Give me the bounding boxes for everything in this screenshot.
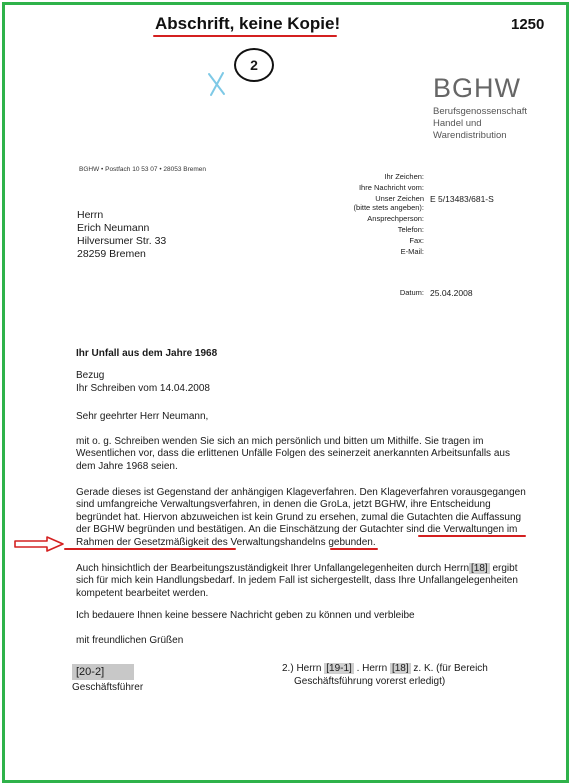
cc-note: 2.) Herrn [19-1] . Herrn [18] z. K. (für Bereich Geschäftsführung vorerst erledigt) (282, 663, 488, 687)
redaction-box: [18] (471, 562, 488, 574)
letter-subject: Ihr Unfall aus dem Jahre 1968 (76, 348, 218, 359)
copy-stamp-heading: Abschrift, keine Kopie! (155, 14, 341, 33)
recipient-name: Erich Neumann (77, 222, 150, 234)
cc-redaction-1: [19-1] (326, 663, 352, 674)
sender-line: BGHW • Postfach 10 53 07 • 28053 Bremen (79, 166, 207, 173)
letter-body (76, 370, 531, 658)
closing: mit freundlichen Grüßen (76, 634, 184, 646)
recipient-street: Hilversumer Str. 33 (77, 235, 167, 247)
paragraph-2: Gerade dieses ist Gegenstand der anhängigen Klageverfahren. Den Klageverfahren vorausgegangen sind umfangreiche Verwaltungsverfahren, in denen die GroLa, jetzt BGHW, ihre Entscheidung begründet hat. Hiervon abzuweichen ist kein Grund zu ersehen, zumal die Gutachten die Auffassung der BGHW begründen und bestätigen. An die Einschätzung der Gutachter sind die Verwaltungen im Rahmen der Gesetzmäßigkeit des Verwaltungshandelns gebunden. (76, 486, 526, 548)
red-underline-3 (330, 548, 378, 550)
logo-subtitle: Berufsgenossenschaft Handel und Warendistribution (433, 106, 528, 141)
letter-date: Datum: 25.04.2008 (399, 288, 473, 298)
file-reference: E 5/13483/681-S (430, 194, 494, 204)
signature-role: Geschäftsführer (72, 682, 144, 693)
circled-number: 2 (234, 48, 274, 82)
red-underline-1 (418, 535, 526, 537)
bezug-text: Ihr Schreiben vom 14.04.2008 (76, 382, 210, 394)
document-number: 1250 (511, 16, 545, 33)
recipient-address (77, 209, 166, 261)
red-arrow-icon (13, 535, 65, 553)
heading-underline (153, 35, 337, 37)
recipient-city: 28259 Bremen (77, 248, 146, 260)
signature-block (72, 664, 143, 693)
greeting: Sehr geehrter Herr Neumann, (76, 411, 209, 423)
red-underline-2 (64, 548, 236, 550)
paragraph-3: Auch hinsichtlich der Bearbeitungszuständigkeit Ihrer Unfallangelegenheiten durch Herrn [18] ergibt sich für mich kein Handlungsbedarf. In jedem Fall ist sichergestellt, dass Ihre Unfallangelegenheiten kompetent bearbeitet werden. (76, 562, 518, 599)
bghw-logo (433, 73, 543, 142)
reference-block: Ihr Zeichen: Ihre Nachricht vom: Unser Zeichen (bitte stets angeben): E 5/13483/681-S Ansprechperson: Telefon: Fax: E-Mail: (353, 172, 494, 256)
paragraph-1: mit o. g. Schreiben wenden Sie sich an mich persönlich und bitten um Mithilfe. Sie tragen im Wesentlichen vor, dass die erlittenen Unfälle Folgen des seinerzeit anerkannten Arbeitsunfalls aus dem Jahre 1968 seien. (76, 435, 510, 472)
recipient-salutation: Herrn (77, 209, 104, 221)
signature-redaction: [20-2] (72, 664, 134, 680)
bezug-label: Bezug (76, 370, 105, 381)
paragraph-4: Ich bedauere Ihnen keine bessere Nachricht geben zu können und verbleibe (76, 610, 415, 622)
cc-redaction-2: [18] (391, 663, 409, 674)
x-mark-icon (206, 70, 228, 98)
logo-wordmark: BGHW (433, 73, 521, 103)
